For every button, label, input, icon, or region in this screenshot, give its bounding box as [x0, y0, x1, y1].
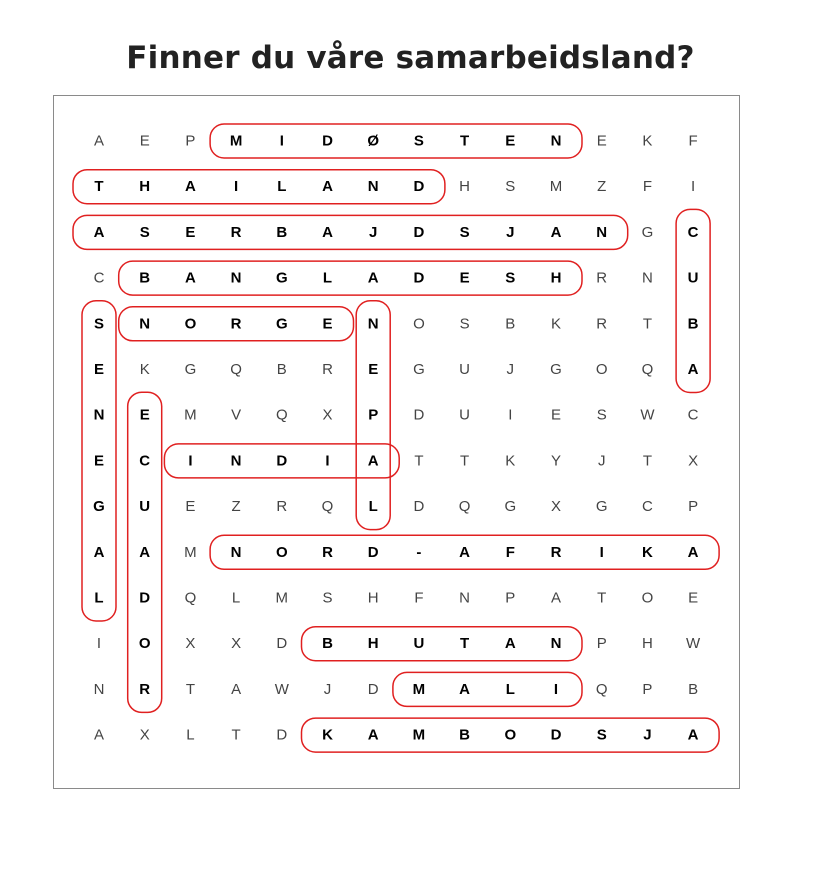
grid-cell[interactable]: I [96, 635, 102, 653]
grid-cell[interactable]: H [550, 269, 562, 287]
grid-cell[interactable]: T [94, 178, 104, 196]
grid-cell[interactable]: R [322, 543, 333, 561]
grid-cell[interactable]: K [139, 361, 150, 378]
grid-cell[interactable]: A [687, 543, 699, 561]
grid-cell[interactable]: W [686, 635, 701, 653]
grid-cell[interactable]: H [641, 635, 653, 653]
grid-cell[interactable]: B [505, 315, 516, 333]
grid-cell[interactable]: N [367, 315, 379, 333]
grid-cell[interactable]: S [459, 315, 470, 333]
grid-cell[interactable]: D [322, 132, 333, 150]
grid-cell[interactable]: D [413, 406, 425, 424]
grid-cell[interactable]: I [691, 178, 696, 196]
grid-cell[interactable]: N [139, 315, 151, 333]
grid-cell[interactable]: T [460, 132, 470, 150]
grid-cell[interactable]: A [504, 635, 516, 653]
grid-cell[interactable]: J [506, 223, 515, 241]
grid-cell[interactable]: R [230, 315, 242, 333]
grid-cell[interactable]: Q [641, 361, 654, 378]
grid-cell[interactable]: N [641, 269, 653, 287]
grid-cell[interactable]: Q [275, 406, 288, 424]
grid-cell[interactable]: B [459, 726, 471, 744]
grid-cell[interactable]: G [595, 498, 608, 516]
found-word-highlight [302, 627, 583, 661]
grid-cell[interactable]: O [184, 315, 197, 333]
grid-cell[interactable]: X [322, 406, 333, 424]
grid-cell[interactable]: E [185, 223, 196, 241]
grid-cell[interactable]: F [505, 543, 515, 561]
grid-cell[interactable]: S [505, 178, 516, 196]
grid-cell[interactable]: S [459, 223, 470, 241]
grid-cell[interactable]: R [139, 680, 151, 698]
grid-cell[interactable]: W [274, 680, 289, 698]
grid-cell[interactable]: K [505, 452, 516, 470]
grid-cell[interactable]: R [596, 315, 608, 333]
found-word-highlight [73, 170, 445, 204]
grid-cell[interactable]: I [553, 680, 559, 698]
grid-cell[interactable]: P [642, 680, 653, 698]
grid-cell[interactable]: A [687, 726, 699, 744]
grid-cell[interactable]: E [93, 361, 105, 378]
grid-cell[interactable]: D [413, 178, 425, 196]
found-word-highlight [73, 215, 628, 249]
grid-cell[interactable]: A [367, 726, 379, 744]
grid-cell[interactable]: A [367, 269, 379, 287]
grid-cell[interactable]: G [275, 269, 288, 287]
grid-cell[interactable]: E [368, 361, 379, 378]
grid-cell[interactable]: U [413, 635, 425, 653]
grid-cell[interactable]: D [413, 223, 425, 241]
grid-cell[interactable]: V [231, 406, 242, 424]
grid-cell[interactable]: M [184, 543, 197, 561]
grid-cell[interactable]: T [642, 452, 652, 470]
grid-cell[interactable]: H [139, 178, 151, 196]
grid-cell[interactable]: X [550, 498, 562, 516]
grid-cell[interactable]: N [230, 269, 242, 287]
grid-cell[interactable]: A [93, 726, 105, 744]
grid-cell[interactable]: P [185, 132, 196, 150]
grid-cell[interactable]: A [184, 178, 196, 196]
grid-cell[interactable]: S [322, 589, 333, 607]
grid-cell[interactable]: A [322, 223, 333, 241]
grid-cell[interactable]: Q [458, 498, 471, 516]
grid-cell[interactable]: Q [184, 589, 197, 607]
grid-cell[interactable]: S [413, 132, 424, 150]
grid-cell[interactable]: B [276, 361, 287, 378]
grid-cell[interactable]: J [597, 452, 606, 470]
grid-cell[interactable]: Ø [367, 132, 380, 150]
grid-cell[interactable]: D [276, 452, 288, 470]
grid-cell[interactable]: B [276, 223, 288, 241]
grid-cell[interactable]: H [459, 178, 471, 196]
grid-cell[interactable]: N [230, 543, 242, 561]
grid-cell[interactable]: Q [595, 680, 608, 698]
grid-cell[interactable]: D [550, 726, 562, 744]
grid-cell[interactable]: T [460, 452, 470, 470]
grid-cell[interactable]: A [93, 132, 105, 150]
grid-cell[interactable]: N [550, 132, 562, 150]
grid-cell[interactable]: N [459, 589, 471, 607]
grid-cell[interactable]: O [413, 315, 425, 333]
grid-cell[interactable]: G [413, 361, 425, 378]
grid-cell[interactable]: A [93, 223, 105, 241]
grid-cell[interactable]: S [93, 315, 105, 333]
grid-cell[interactable]: G [93, 498, 105, 516]
grid-cell[interactable]: B [322, 635, 333, 653]
grid-cell[interactable]: I [234, 178, 239, 196]
grid-cell[interactable]: A [231, 680, 242, 698]
grid-cell[interactable]: B [139, 269, 151, 287]
grid-cell[interactable]: A [459, 680, 471, 698]
puzzle-title: Finner du våre samarbeidsland? [126, 40, 695, 76]
grid-cell[interactable]: C [687, 406, 699, 424]
grid-cell[interactable]: U [459, 361, 471, 378]
grid-cell[interactable]: E [139, 132, 150, 150]
grid-cell[interactable]: C [687, 223, 699, 241]
grid-cell[interactable]: O [138, 635, 151, 653]
grid-cell[interactable]: R [550, 543, 562, 561]
grid-cell[interactable]: G [275, 315, 288, 333]
grid-cell[interactable]: P [505, 589, 516, 607]
grid-cell[interactable]: G [550, 361, 562, 378]
grid-cell[interactable]: D [367, 680, 379, 698]
grid-cell[interactable]: S [596, 726, 607, 744]
grid-cell[interactable]: A [322, 178, 333, 196]
grid-cell[interactable]: N [93, 680, 105, 698]
grid-cell[interactable]: O [275, 543, 288, 561]
grid-cell[interactable]: A [139, 543, 151, 561]
grid-cell[interactable]: E [550, 406, 562, 424]
grid-cell[interactable]: H [367, 635, 379, 653]
grid-cell[interactable]: U [139, 498, 151, 516]
grid-cell[interactable]: I [325, 452, 330, 470]
grid-cell[interactable]: M [549, 178, 563, 196]
grid-cell[interactable]: N [596, 223, 608, 241]
grid-cell[interactable]: M [184, 406, 197, 424]
grid-cell[interactable]: A [459, 543, 471, 561]
grid-cell[interactable]: S [596, 406, 607, 424]
grid-cell[interactable]: A [367, 452, 379, 470]
grid-cell[interactable]: F [688, 132, 698, 150]
grid-cell[interactable]: N [367, 178, 379, 196]
grid-cell[interactable]: J [643, 726, 652, 744]
grid-cell[interactable]: - [416, 543, 422, 561]
grid-cell[interactable]: R [276, 498, 288, 516]
grid-cell[interactable]: C [139, 452, 151, 470]
grid-cell[interactable]: D [413, 498, 425, 516]
grid-cell[interactable]: R [322, 361, 333, 378]
grid-cell[interactable]: D [276, 726, 288, 744]
grid-cell[interactable]: L [368, 498, 378, 516]
grid-cell[interactable]: A [687, 361, 699, 378]
grid-cell[interactable]: D [413, 269, 425, 287]
grid-cell[interactable]: Z [231, 498, 241, 516]
grid-cell[interactable]: U [687, 269, 699, 287]
grid-cell[interactable]: L [505, 680, 515, 698]
grid-cell[interactable]: A [550, 223, 562, 241]
grid-cell[interactable]: Q [321, 498, 334, 516]
grid-cell[interactable]: E [596, 132, 607, 150]
grid-cell[interactable]: P [596, 635, 607, 653]
grid-cell[interactable]: Y [550, 452, 562, 470]
grid-cell[interactable]: K [322, 726, 333, 744]
grid-cell[interactable]: D [139, 589, 151, 607]
grid-cell[interactable]: L [231, 589, 241, 607]
grid-cell[interactable]: T [460, 635, 470, 653]
grid-cell[interactable]: F [414, 589, 424, 607]
grid-cell[interactable]: M [275, 589, 289, 607]
grid-cell[interactable]: E [322, 315, 333, 333]
grid-cell[interactable]: N [230, 452, 242, 470]
grid-cell[interactable]: C [93, 269, 105, 287]
grid-cell[interactable]: X [688, 452, 699, 470]
grid-cell[interactable]: E [185, 498, 196, 516]
grid-cell[interactable]: E [459, 269, 470, 287]
grid-cell[interactable]: L [94, 589, 104, 607]
grid-cell[interactable]: O [504, 726, 517, 744]
grid-cell[interactable]: G [184, 361, 197, 378]
grid-cell[interactable]: O [641, 589, 654, 607]
grid-cell[interactable]: T [414, 452, 424, 470]
grid-cell[interactable]: I [599, 543, 604, 561]
grid-cell[interactable]: M [412, 680, 426, 698]
grid-cell[interactable]: G [504, 498, 517, 516]
grid-cell[interactable]: T [642, 315, 652, 333]
grid-cell[interactable]: J [369, 223, 378, 241]
grid-cell[interactable]: A [184, 269, 196, 287]
grid-cell[interactable]: Q [230, 361, 242, 378]
grid-cell[interactable]: K [550, 315, 562, 333]
grid-cell[interactable]: T [231, 726, 241, 744]
grid-cell[interactable]: L [277, 178, 287, 196]
grid-cell[interactable]: C [641, 498, 653, 516]
grid-cell[interactable]: X [231, 635, 242, 653]
grid-cell[interactable]: J [323, 680, 332, 698]
grid-cell[interactable]: I [279, 132, 284, 150]
grid-cell[interactable]: M [412, 726, 426, 744]
grid-cell[interactable]: E [505, 132, 516, 150]
grid-cell[interactable]: E [139, 406, 150, 424]
grid-cell[interactable]: N [550, 635, 562, 653]
grid-cell[interactable]: P [688, 498, 699, 516]
grid-cell[interactable]: T [185, 680, 195, 698]
grid-cell[interactable]: S [505, 269, 516, 287]
grid-cell[interactable]: B [688, 680, 699, 698]
grid-cell[interactable]: R [230, 223, 242, 241]
grid-cell[interactable]: O [595, 361, 608, 378]
grid-cell[interactable]: U [459, 406, 471, 424]
grid-cell[interactable]: L [322, 269, 333, 287]
grid-cell[interactable]: J [506, 361, 515, 378]
grid-cell[interactable]: N [93, 406, 105, 424]
grid-cell[interactable]: L [186, 726, 195, 744]
grid-cell[interactable]: G [641, 223, 654, 241]
grid-cell[interactable]: Z [597, 178, 607, 196]
grid-cell[interactable]: I [508, 406, 513, 424]
found-word-highlight [210, 124, 582, 158]
grid-cell[interactable]: X [185, 635, 196, 653]
grid-cell[interactable]: R [596, 269, 608, 287]
grid-cell[interactable]: K [642, 132, 653, 150]
grid-cell[interactable]: A [93, 543, 105, 561]
grid-cell[interactable]: D [276, 635, 288, 653]
grid-cell[interactable]: P [368, 406, 379, 424]
grid-cell[interactable]: I [188, 452, 193, 470]
grid-cell[interactable]: D [367, 543, 379, 561]
grid-cell[interactable]: W [640, 406, 655, 424]
grid-cell[interactable]: F [642, 178, 652, 196]
grid-cell[interactable]: H [367, 589, 379, 607]
grid-cell[interactable]: M [229, 132, 243, 150]
grid-cell[interactable]: S [139, 223, 150, 241]
grid-cell[interactable]: E [688, 589, 699, 607]
grid-cell[interactable]: B [687, 315, 699, 333]
grid-cell[interactable]: A [550, 589, 562, 607]
grid-cell[interactable]: X [139, 726, 150, 744]
grid-cell[interactable]: T [597, 589, 607, 607]
grid-cell[interactable]: K [641, 543, 653, 561]
grid-cell[interactable]: E [93, 452, 105, 470]
